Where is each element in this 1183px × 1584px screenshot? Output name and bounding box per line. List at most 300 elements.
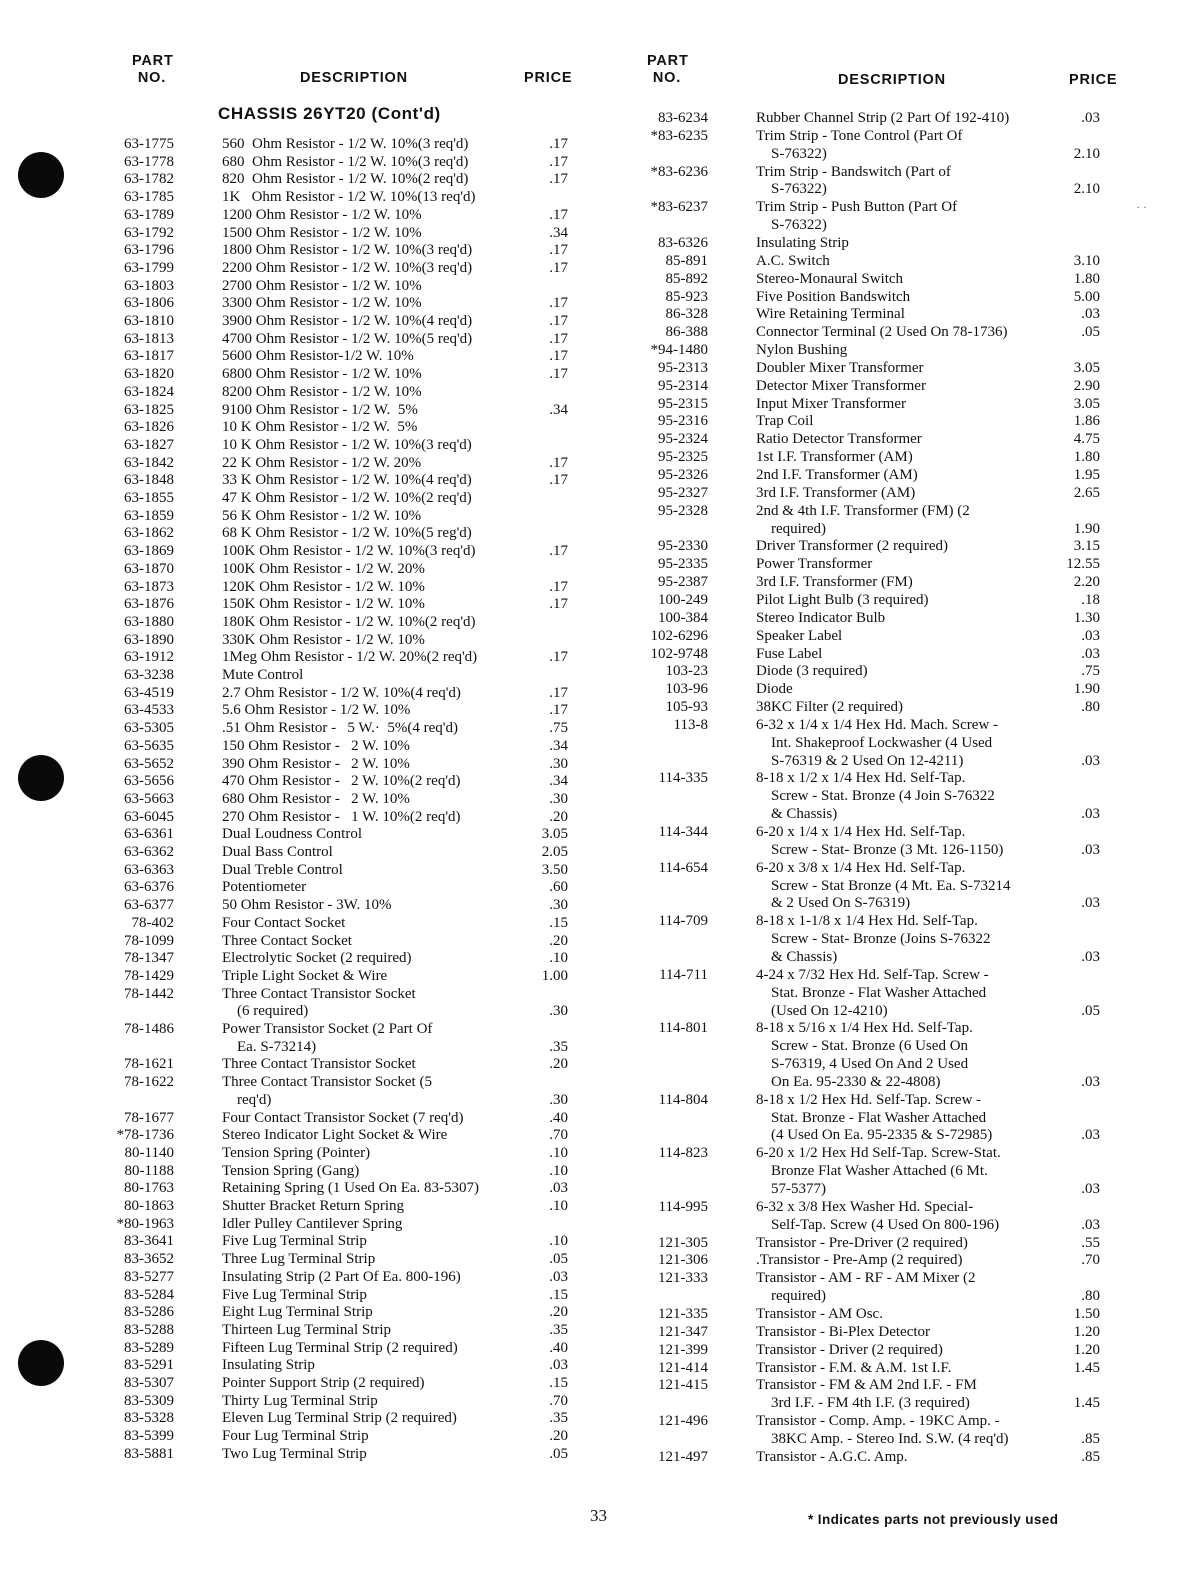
binder-hole-middle — [18, 755, 64, 801]
part-row — [622, 503, 1100, 521]
part-price: .70 — [1081, 1252, 1100, 1269]
footnote: * Indicates parts not previously used — [808, 1512, 1059, 1527]
part-description: S-76322) — [756, 145, 827, 162]
part-description: 330K Ohm Resistor - 1/2 W. 10% — [222, 631, 425, 648]
part-number: 63-6362 — [124, 844, 174, 860]
part-number: 63-1880 — [124, 613, 174, 630]
part-number: 83-6326 — [658, 234, 708, 251]
part-number: 63-1785 — [124, 189, 174, 206]
part-description: Insulating Strip — [756, 234, 849, 251]
part-number: 63-1806 — [124, 295, 174, 312]
part-number: *78-1736 — [116, 1127, 174, 1144]
part-number: 83-5309 — [124, 1392, 174, 1409]
part-price: .60 — [549, 879, 568, 896]
part-row — [622, 253, 1100, 271]
right-header-part-no — [636, 53, 698, 87]
part-row — [96, 402, 568, 420]
part-row — [622, 574, 1100, 592]
part-row — [622, 1110, 1100, 1128]
part-number: 63-1775 — [124, 136, 174, 152]
part-number: 63-6361 — [124, 826, 174, 843]
part-price: .20 — [549, 1056, 568, 1073]
part-row — [96, 1340, 568, 1358]
part-price: 2.05 — [541, 844, 568, 860]
part-row — [622, 1288, 1100, 1306]
part-row — [96, 879, 568, 897]
part-description: Power Transistor Socket (2 Part Of — [222, 1021, 433, 1037]
part-number: 63-5652 — [124, 755, 174, 772]
part-row — [96, 437, 568, 455]
part-description: S-76319 & 2 Used On 12-4211) — [756, 752, 964, 769]
part-description: Stereo Indicator Light Socket & Wire — [222, 1127, 448, 1144]
part-number: 95-2313 — [658, 359, 708, 376]
part-description: Three Contact Transistor Socket — [222, 985, 416, 1002]
part-row — [96, 313, 568, 331]
part-row — [96, 260, 568, 278]
part-row — [622, 235, 1100, 253]
part-description: Ea. S-73214) — [222, 1038, 317, 1055]
part-number: 85-892 — [665, 270, 708, 287]
part-price: .17 — [549, 206, 568, 223]
part-row — [96, 419, 568, 437]
part-description: (6 required) — [222, 1003, 309, 1020]
part-description: Transistor - A.G.C. Amp. — [756, 1448, 908, 1465]
part-row — [622, 699, 1100, 717]
part-description: Retaining Spring (1 Used On Ea. 83-5307) — [222, 1180, 480, 1197]
part-row — [96, 1180, 568, 1198]
part-row — [96, 1251, 568, 1269]
part-number: 80-1140 — [124, 1144, 174, 1161]
part-description: 6-20 x 3/8 x 1/4 Hex Hd. Self-Tap. — [756, 859, 966, 876]
part-price: 3.10 — [1073, 252, 1100, 269]
part-description: Screw - Stat- Bronze (Joins S-76322 — [756, 931, 991, 948]
part-price: .17 — [549, 454, 568, 471]
part-number: 63-1842 — [124, 454, 174, 471]
part-price: .17 — [549, 472, 568, 489]
part-number: 63-5656 — [124, 773, 174, 790]
part-description: 1st I.F. Transformer (AM) — [756, 449, 913, 466]
part-row — [622, 770, 1100, 788]
part-number: 78-402 — [131, 914, 174, 931]
part-number: 83-5307 — [124, 1375, 174, 1391]
part-price: .03 — [549, 1357, 568, 1374]
part-row — [96, 1233, 568, 1251]
binder-hole-bottom — [18, 1340, 64, 1386]
part-row — [96, 490, 568, 508]
part-description: Trim Strip - Bandswitch (Part of — [756, 163, 951, 180]
part-row — [96, 1198, 568, 1216]
part-row — [622, 521, 1100, 539]
part-description: Trim Strip - Push Button (Part Of — [756, 199, 958, 216]
part-number: 121-399 — [658, 1341, 708, 1358]
part-price: .34 — [549, 401, 568, 418]
part-number: 95-2314 — [658, 377, 708, 394]
part-row — [96, 366, 568, 384]
part-number: 121-347 — [658, 1323, 708, 1340]
part-number: 95-2327 — [658, 484, 708, 501]
part-description: 2nd & 4th I.F. Transformer (FM) (2 — [756, 502, 970, 519]
part-number: 80-1863 — [124, 1198, 174, 1214]
part-number: 63-1820 — [124, 366, 174, 383]
part-description: 3rd I.F. Transformer (AM) — [756, 484, 916, 501]
part-row — [622, 735, 1100, 753]
part-row — [622, 663, 1100, 681]
part-description: (4 Used On Ea. 95-2335 & S-72985) — [756, 1127, 993, 1144]
section-title: CHASSIS 26YT20 (Cont'd) — [218, 104, 441, 123]
part-price: .03 — [1081, 627, 1100, 644]
part-number: *80-1963 — [116, 1215, 174, 1232]
part-row — [622, 985, 1100, 1003]
part-number: 95-2387 — [658, 574, 708, 591]
part-description: Rubber Channel Strip (2 Part Of 192-410) — [756, 110, 1010, 126]
part-row — [96, 171, 568, 189]
part-description: Stat. Bronze - Flat Washer Attached — [756, 984, 987, 1001]
part-description: Int. Shakeproof Lockwasher (4 Used — [756, 734, 993, 751]
part-number: 114-344 — [658, 824, 708, 840]
part-row — [622, 1306, 1100, 1324]
part-description: Transistor - FM & AM 2nd I.F. - FM — [756, 1377, 977, 1394]
part-number: 63-1796 — [124, 242, 174, 259]
part-row — [96, 720, 568, 738]
part-description: Insulating Strip (2 Part Of Ea. 800-196) — [222, 1268, 461, 1285]
part-description: 38KC Filter (2 required) — [756, 699, 904, 716]
part-number: 63-1912 — [124, 649, 174, 666]
part-row — [622, 1395, 1100, 1413]
part-number: *83-6236 — [650, 163, 708, 180]
part-row — [96, 1287, 568, 1305]
part-number: 63-5305 — [124, 720, 174, 737]
part-price: .17 — [549, 313, 568, 329]
part-number: 63-1782 — [124, 171, 174, 188]
part-description: Dual Treble Control — [222, 861, 343, 878]
part-price: 4.75 — [1073, 431, 1100, 448]
part-row — [96, 1003, 568, 1021]
part-row — [622, 1217, 1100, 1235]
part-row — [96, 1304, 568, 1322]
part-description: Screw - Stat. Bronze (6 Used On — [756, 1038, 969, 1055]
part-row — [96, 1428, 568, 1446]
part-row — [96, 738, 568, 756]
part-number: 63-4519 — [124, 684, 174, 701]
part-row — [96, 543, 568, 561]
part-row — [96, 1056, 568, 1074]
part-description: Doubler Mixer Transformer — [756, 359, 924, 376]
part-price: .34 — [549, 224, 568, 241]
part-number: 63-1862 — [124, 525, 174, 542]
part-row — [622, 1342, 1100, 1360]
part-description: Shutter Bracket Return Spring — [222, 1198, 405, 1214]
part-number: 78-1429 — [124, 967, 174, 984]
part-description: 68 K Ohm Resistor - 1/2 W. 10%(5 reg'd) — [222, 525, 472, 542]
part-price: .35 — [549, 1038, 568, 1055]
part-description: 120K Ohm Resistor - 1/2 W. 10% — [222, 578, 425, 595]
part-price: 1.45 — [1073, 1395, 1100, 1412]
part-row — [96, 986, 568, 1004]
part-row — [96, 1446, 568, 1464]
part-description: 1K Ohm Resistor - 1/2 W. 10%(13 req'd) — [222, 189, 476, 206]
part-number: 83-5399 — [124, 1428, 174, 1445]
part-description: & Chassis) — [756, 806, 838, 823]
part-number: 80-1188 — [124, 1162, 174, 1179]
part-row — [96, 242, 568, 260]
part-price: 3.05 — [1073, 395, 1100, 412]
part-row — [96, 614, 568, 632]
part-number: 63-1810 — [124, 313, 174, 329]
part-number: 83-5881 — [124, 1445, 174, 1462]
left-header-price: PRICE — [524, 70, 573, 86]
part-description: Stereo-Monaural Switch — [756, 270, 904, 287]
part-price: .30 — [549, 790, 568, 807]
part-price: .03 — [1081, 841, 1100, 858]
part-price: .20 — [549, 808, 568, 825]
part-row — [622, 378, 1100, 396]
part-row — [622, 324, 1100, 342]
part-row — [622, 1181, 1100, 1199]
part-number: 78-1622 — [124, 1074, 174, 1091]
part-description: Pointer Support Strip (2 required) — [222, 1375, 425, 1391]
part-row — [96, 950, 568, 968]
part-number: 121-496 — [658, 1413, 708, 1430]
part-row — [622, 431, 1100, 449]
part-description: Input Mixer Transformer — [756, 395, 906, 412]
part-description: 1200 Ohm Resistor - 1/2 W. 10% — [222, 206, 422, 223]
part-price: .17 — [549, 348, 568, 365]
part-price: .30 — [549, 897, 568, 914]
part-row — [622, 271, 1100, 289]
part-number: 63-1789 — [124, 206, 174, 223]
part-number: 121-335 — [658, 1305, 708, 1322]
part-row — [622, 128, 1100, 146]
part-description: Ratio Detector Transformer — [756, 431, 922, 448]
part-number: 63-1803 — [124, 277, 174, 294]
part-description: Transistor - F.M. & A.M. 1st I.F. — [756, 1359, 952, 1376]
part-number: 95-2326 — [658, 467, 708, 483]
part-number: 63-6376 — [124, 879, 174, 896]
part-number: 63-6363 — [124, 861, 174, 878]
part-description: Five Lug Terminal Strip — [222, 1233, 367, 1250]
part-number: 63-1848 — [124, 472, 174, 489]
part-price: .17 — [549, 543, 568, 560]
part-price: 1.30 — [1073, 609, 1100, 626]
part-price: .70 — [549, 1392, 568, 1409]
part-number: 121-414 — [658, 1359, 708, 1376]
part-number: 95-2328 — [658, 502, 708, 519]
part-description: Transistor - Driver (2 required) — [756, 1341, 943, 1358]
part-number: 63-1890 — [124, 631, 174, 648]
part-description: Transistor - Bi-Plex Detector — [756, 1323, 931, 1340]
part-price: 5.00 — [1073, 288, 1100, 305]
part-row — [622, 306, 1100, 324]
part-description: 6800 Ohm Resistor - 1/2 W. 10% — [222, 366, 422, 383]
part-row — [96, 225, 568, 243]
part-description: Wire Retaining Terminal — [756, 306, 905, 323]
part-number: 121-415 — [658, 1377, 708, 1394]
part-row — [96, 278, 568, 296]
part-description: Transistor - Comp. Amp. - 19KC Amp. - — [756, 1413, 1000, 1430]
part-number: 103-96 — [665, 681, 708, 698]
part-description: 50 Ohm Resistor - 3W. 10% — [222, 897, 392, 914]
part-row — [622, 913, 1100, 931]
part-number: 102-6296 — [650, 627, 708, 644]
part-price: 2.10 — [1073, 145, 1100, 162]
part-row — [96, 1145, 568, 1163]
part-row — [96, 561, 568, 579]
part-description: 270 Ohm Resistor - 1 W. 10%(2 req'd) — [222, 808, 461, 825]
part-row — [96, 207, 568, 225]
part-price: .03 — [1081, 806, 1100, 823]
part-description: Screw - Stat. Bronze (4 Join S-76322 — [756, 788, 995, 805]
part-description: 4-24 x 7/32 Hex Hd. Self-Tap. Screw - — [756, 966, 989, 983]
part-number: 113-8 — [673, 716, 708, 733]
part-price: .03 — [1081, 110, 1100, 126]
part-price: 1.45 — [1073, 1359, 1100, 1376]
part-number: 78-1347 — [124, 950, 174, 967]
part-row — [96, 348, 568, 366]
part-price: 1.00 — [541, 967, 568, 984]
part-price: .03 — [1081, 1127, 1100, 1144]
part-description: S-76322) — [756, 181, 827, 198]
part-price: .05 — [1081, 324, 1100, 341]
part-description: Thirty Lug Terminal Strip — [222, 1392, 378, 1409]
part-number: 78-1442 — [124, 985, 174, 1002]
part-row — [96, 508, 568, 526]
part-number: 78-1677 — [124, 1109, 174, 1126]
part-number: 63-1859 — [124, 507, 174, 524]
part-description: Three Lug Terminal Strip — [222, 1251, 376, 1268]
part-description: Fuse Label — [756, 645, 823, 662]
part-price: 1.80 — [1073, 270, 1100, 287]
part-row — [622, 646, 1100, 664]
part-description: Five Lug Terminal Strip — [222, 1286, 367, 1303]
part-description: Insulating Strip — [222, 1357, 315, 1374]
part-row — [96, 897, 568, 915]
part-description: 38KC Amp. - Stereo Ind. S.W. (4 req'd) — [756, 1430, 1009, 1447]
part-row — [622, 1449, 1100, 1467]
part-number: 95-2325 — [658, 449, 708, 466]
part-number: *83-6235 — [650, 127, 708, 144]
part-number: 63-1799 — [124, 259, 174, 276]
part-price: .85 — [1081, 1430, 1100, 1447]
part-description: Eight Lug Terminal Strip — [222, 1304, 373, 1321]
part-number: 63-1824 — [124, 383, 174, 400]
part-row — [96, 1074, 568, 1092]
part-description: 470 Ohm Resistor - 2 W. 10%(2 req'd) — [222, 773, 461, 790]
part-row — [96, 1357, 568, 1375]
part-price: .34 — [549, 737, 568, 754]
part-description: Tension Spring (Gang) — [222, 1162, 360, 1179]
part-number: 63-1813 — [124, 330, 174, 347]
part-description: Tension Spring (Pointer) — [222, 1144, 371, 1161]
part-row — [622, 1056, 1100, 1074]
part-price: 1.86 — [1073, 413, 1100, 430]
part-description: 560 Ohm Resistor - 1/2 W. 10%(3 req'd) — [222, 136, 469, 152]
part-description: Screw - Stat- Bronze (3 Mt. 126-1150) — [756, 841, 1004, 858]
binder-hole-top — [18, 152, 64, 198]
part-number: 95-2324 — [658, 431, 708, 448]
part-price: 3.05 — [1073, 359, 1100, 376]
part-description: 1Meg Ohm Resistor - 1/2 W. 20%(2 req'd) — [222, 649, 478, 666]
part-price: .70 — [549, 1127, 568, 1144]
left-header-description: DESCRIPTION — [300, 70, 408, 86]
part-description: Trap Coil — [756, 413, 814, 430]
part-price: .20 — [549, 1428, 568, 1445]
part-number: 63-1826 — [124, 419, 174, 436]
part-price: .20 — [549, 932, 568, 949]
margin-mark: · · — [1136, 200, 1147, 214]
part-price: 1.90 — [1073, 520, 1100, 537]
left-header-part-no — [121, 53, 183, 87]
part-number: 63-6377 — [124, 897, 174, 914]
part-row — [96, 685, 568, 703]
part-number: 121-497 — [658, 1448, 708, 1465]
part-number: 114-995 — [658, 1198, 708, 1215]
part-description: Transistor - Pre-Driver (2 required) — [756, 1234, 968, 1251]
part-description: S-76322) — [756, 217, 827, 234]
part-description: 2.7 Ohm Resistor - 1/2 W. 10%(4 req'd) — [222, 684, 461, 701]
part-number: *94-1480 — [650, 342, 708, 359]
part-row — [622, 1163, 1100, 1181]
part-description: 2200 Ohm Resistor - 1/2 W. 10%(3 req'd) — [222, 259, 473, 276]
part-description: Thirteen Lug Terminal Strip — [222, 1321, 392, 1338]
part-description: 3300 Ohm Resistor - 1/2 W. 10% — [222, 295, 422, 312]
part-description: 100K Ohm Resistor - 1/2 W. 20% — [222, 560, 425, 577]
part-row — [96, 1092, 568, 1110]
part-number: 102-9748 — [650, 645, 708, 662]
part-price: 2.90 — [1073, 377, 1100, 394]
part-description: Pilot Light Bulb (3 required) — [756, 591, 929, 608]
part-description: 390 Ohm Resistor - 2 W. 10% — [222, 755, 410, 772]
part-number: 63-1827 — [124, 436, 174, 453]
part-price: .75 — [1081, 663, 1100, 680]
part-description: Self-Tap. Screw (4 Used On 800-196) — [756, 1216, 1000, 1233]
part-number: 114-801 — [658, 1020, 708, 1037]
part-description: Screw - Stat Bronze (4 Mt. Ea. S-73214 — [756, 877, 1011, 894]
part-number: 114-654 — [658, 859, 708, 876]
part-description: 33 K Ohm Resistor - 1/2 W. 10%(4 req'd) — [222, 472, 472, 489]
part-price: .17 — [549, 259, 568, 276]
part-row — [622, 860, 1100, 878]
part-description: req'd) — [222, 1091, 272, 1108]
part-price: .35 — [549, 1410, 568, 1427]
part-description: 10 K Ohm Resistor - 1/2 W. 5% — [222, 419, 418, 436]
part-row — [622, 1235, 1100, 1253]
part-price: .03 — [1081, 306, 1100, 323]
part-description: 47 K Ohm Resistor - 1/2 W. 10%(2 req'd) — [222, 490, 472, 506]
part-row — [622, 146, 1100, 164]
part-description: 22 K Ohm Resistor - 1/2 W. 20% — [222, 454, 422, 471]
part-price: 3.05 — [541, 826, 568, 843]
part-description: Two Lug Terminal Strip — [222, 1445, 367, 1462]
part-description: & Chassis) — [756, 948, 838, 965]
part-row — [622, 1324, 1100, 1342]
part-description: 8-18 x 1/2 x 1/4 Hex Hd. Self-Tap. — [756, 770, 966, 787]
part-number: 121-305 — [658, 1234, 708, 1251]
part-description: 180K Ohm Resistor - 1/2 W. 10%(2 req'd) — [222, 613, 476, 630]
part-number: 80-1763 — [124, 1180, 174, 1197]
part-price: 1.90 — [1073, 681, 1100, 698]
part-price: .15 — [549, 1375, 568, 1391]
part-number: 63-5635 — [124, 737, 174, 754]
part-row — [96, 596, 568, 614]
part-description: 10 K Ohm Resistor - 1/2 W. 10%(3 req'd) — [222, 436, 472, 453]
part-price: 2.20 — [1073, 574, 1100, 591]
part-description: 820 Ohm Resistor - 1/2 W. 10%(2 req'd) — [222, 171, 469, 188]
part-description: Diode — [756, 681, 793, 698]
part-price: .17 — [549, 330, 568, 347]
part-row — [622, 753, 1100, 771]
part-description: 680 Ohm Resistor - 1/2 W. 10%(3 req'd) — [222, 153, 469, 170]
part-number: 63-1855 — [124, 490, 174, 506]
